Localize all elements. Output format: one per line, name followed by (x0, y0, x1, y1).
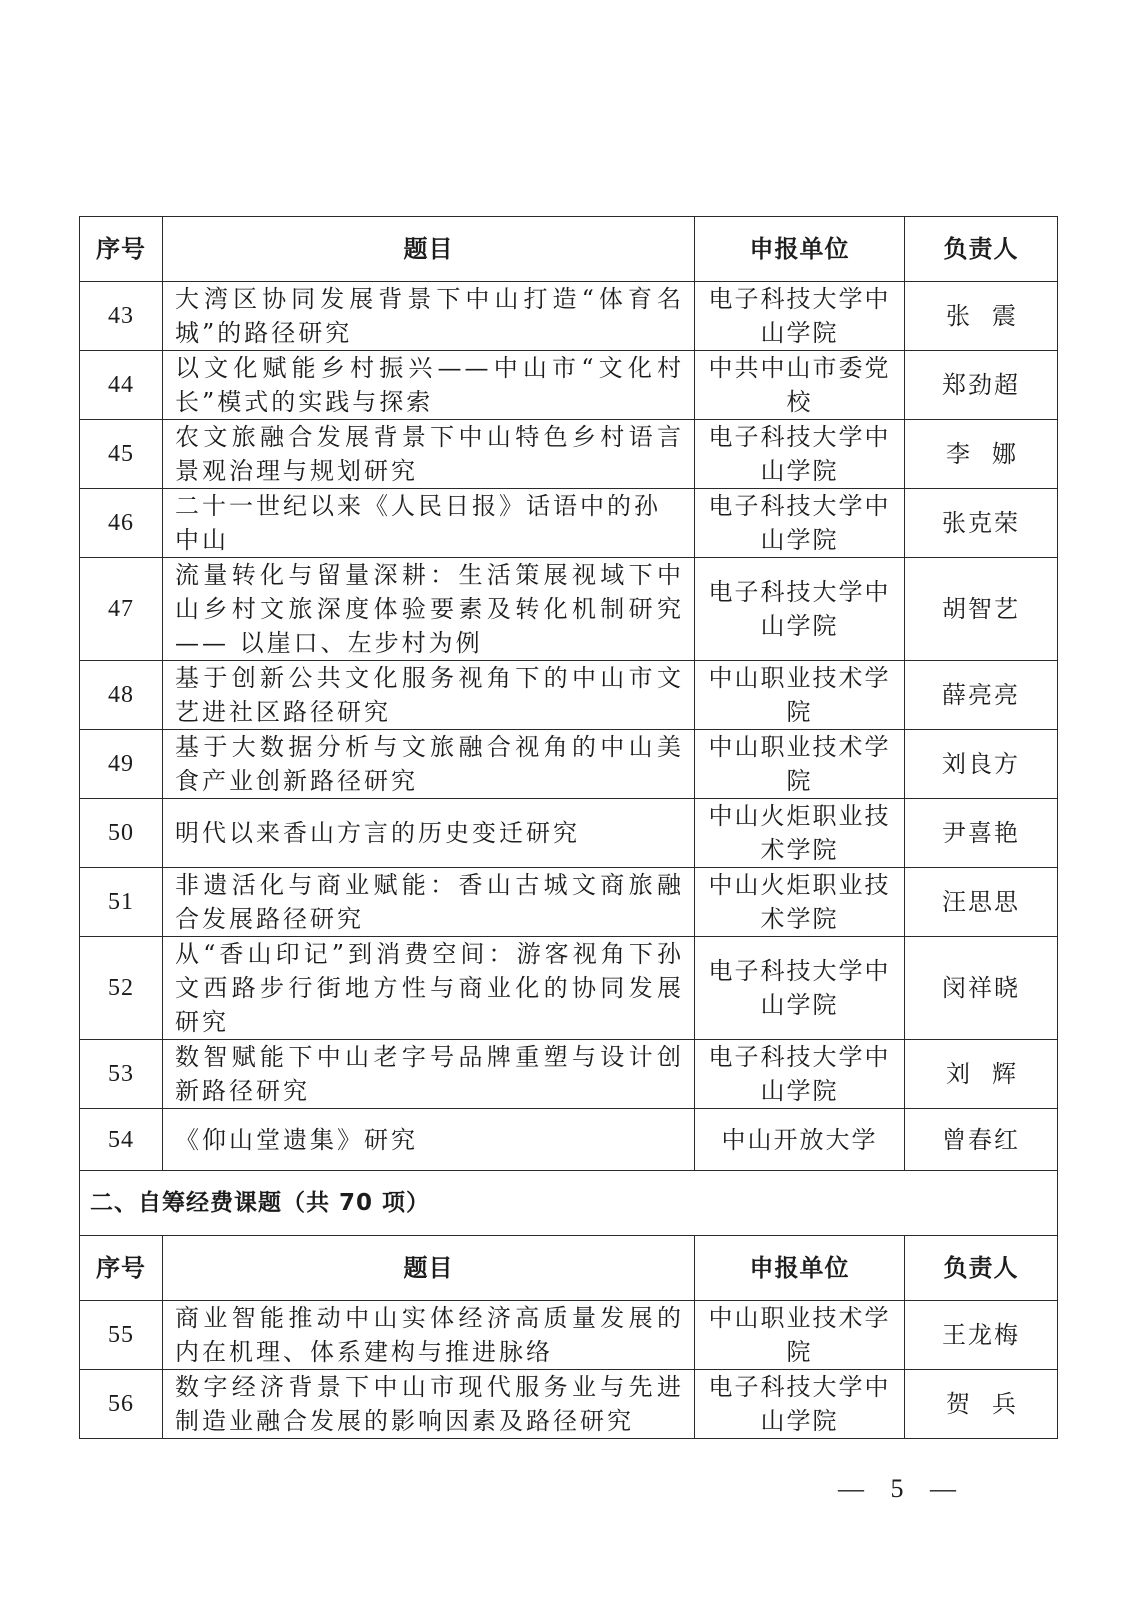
row-org: 电子科技大学中山学院 (695, 1370, 905, 1439)
row-org: 中共中山市委党校 (695, 351, 905, 420)
table-row (80, 799, 1058, 868)
row-org: 中山开放大学 (695, 1109, 905, 1171)
row-org: 中山职业技术学院 (695, 730, 905, 799)
row-title: 《仰山堂遗集》研究 (163, 1109, 695, 1171)
row-no: 55 (80, 1301, 163, 1370)
table-row (80, 1109, 1058, 1171)
row-no: 46 (80, 489, 163, 558)
table-row (80, 1301, 1058, 1370)
row-org: 中山职业技术学院 (695, 1301, 905, 1370)
row-org: 电子科技大学中山学院 (695, 1040, 905, 1109)
table-row (80, 1040, 1058, 1109)
table-row (80, 937, 1058, 1040)
header-title: 题目 (163, 1236, 695, 1301)
row-org: 电子科技大学中山学院 (695, 558, 905, 661)
row-lead: 闵祥晓 (905, 937, 1058, 1040)
row-lead: 张震 (905, 282, 1058, 351)
table-row (80, 489, 1058, 558)
header-org: 申报单位 (695, 217, 905, 282)
table-row (80, 661, 1058, 730)
row-no: 43 (80, 282, 163, 351)
row-no: 48 (80, 661, 163, 730)
table-header-row (80, 1236, 1058, 1301)
row-no: 56 (80, 1370, 163, 1439)
row-no: 53 (80, 1040, 163, 1109)
header-lead: 负责人 (905, 217, 1058, 282)
header-org: 申报单位 (695, 1236, 905, 1301)
row-no: 44 (80, 351, 163, 420)
row-title: 商业智能推动中山实体经济高质量发展的内在机理、体系建构与推进脉络 (163, 1301, 695, 1370)
row-title: 数字经济背景下中山市现代服务业与先进制造业融合发展的影响因素及路径研究 (163, 1370, 695, 1439)
table-row (80, 868, 1058, 937)
row-lead: 刘辉 (905, 1040, 1058, 1109)
table-row (80, 1370, 1058, 1439)
row-no: 45 (80, 420, 163, 489)
row-lead: 曾春红 (905, 1109, 1058, 1171)
header-no: 序号 (80, 1236, 163, 1301)
row-lead: 李娜 (905, 420, 1058, 489)
row-title: 流量转化与留量深耕：生活策展视域下中山乡村文旅深度体验要素及转化机制研究—— 以崖口、左步村为例 (163, 558, 695, 661)
table-row (80, 351, 1058, 420)
row-title: 数智赋能下中山老字号品牌重塑与设计创新路径研究 (163, 1040, 695, 1109)
row-title: 二十一世纪以来《人民日报》话语中的孙中山 (163, 489, 695, 558)
table-row (80, 730, 1058, 799)
row-org: 电子科技大学中山学院 (695, 937, 905, 1040)
row-no: 49 (80, 730, 163, 799)
table-row (80, 558, 1058, 661)
row-no: 52 (80, 937, 163, 1040)
row-no: 47 (80, 558, 163, 661)
header-title: 题目 (163, 217, 695, 282)
row-no: 51 (80, 868, 163, 937)
row-lead: 刘良方 (905, 730, 1058, 799)
section-heading-row (80, 1171, 1058, 1236)
row-lead: 郑劲超 (905, 351, 1058, 420)
row-lead: 薛亮亮 (905, 661, 1058, 730)
row-title: 基于创新公共文化服务视角下的中山市文艺进社区路径研究 (163, 661, 695, 730)
row-no: 54 (80, 1109, 163, 1171)
row-title: 非遗活化与商业赋能：香山古城文商旅融合发展路径研究 (163, 868, 695, 937)
row-title: 明代以来香山方言的历史变迁研究 (163, 799, 695, 868)
row-title: 从“香山印记”到消费空间：游客视角下孙文西路步行街地方性与商业化的协同发展研究 (163, 937, 695, 1040)
header-lead: 负责人 (905, 1236, 1058, 1301)
row-no: 50 (80, 799, 163, 868)
row-title: 基于大数据分析与文旅融合视角的中山美食产业创新路径研究 (163, 730, 695, 799)
row-lead: 张克荣 (905, 489, 1058, 558)
section-title: 二、自筹经费课题（共 70 项） (80, 1171, 1058, 1236)
row-org: 中山职业技术学院 (695, 661, 905, 730)
projects-table (79, 216, 1058, 1439)
row-lead: 尹喜艳 (905, 799, 1058, 868)
table-row (80, 282, 1058, 351)
row-org: 电子科技大学中山学院 (695, 282, 905, 351)
header-no: 序号 (80, 217, 163, 282)
table-header-row (80, 217, 1058, 282)
row-org: 电子科技大学中山学院 (695, 420, 905, 489)
row-lead: 汪思思 (905, 868, 1058, 937)
row-lead: 贺兵 (905, 1370, 1058, 1439)
table-row (80, 420, 1058, 489)
row-org: 中山火炬职业技术学院 (695, 799, 905, 868)
row-lead: 王龙梅 (905, 1301, 1058, 1370)
row-lead: 胡智艺 (905, 558, 1058, 661)
row-title: 农文旅融合发展背景下中山特色乡村语言景观治理与规划研究 (163, 420, 695, 489)
row-org: 中山火炬职业技术学院 (695, 868, 905, 937)
row-title: 以文化赋能乡村振兴——中山市“文化村长”模式的实践与探索 (163, 351, 695, 420)
row-title: 大湾区协同发展背景下中山打造“体育名城”的路径研究 (163, 282, 695, 351)
page-number: — 5 — (838, 1474, 966, 1503)
row-org: 电子科技大学中山学院 (695, 489, 905, 558)
